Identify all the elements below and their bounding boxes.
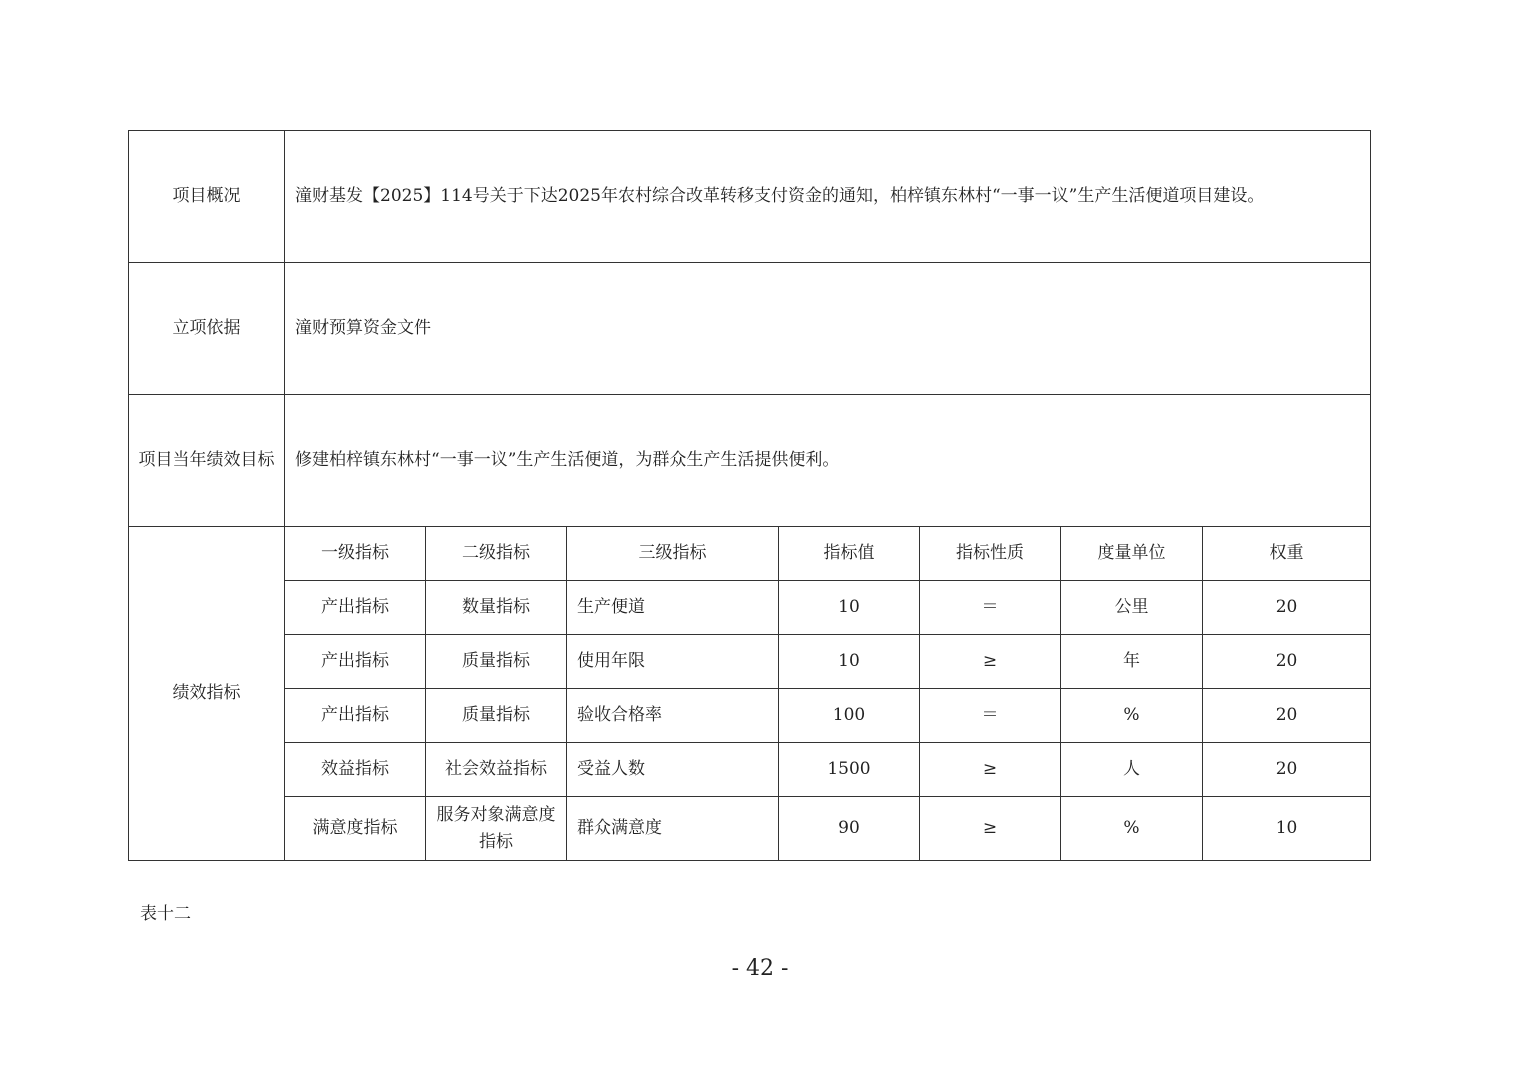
cell-level2: 数量指标 <box>426 581 567 635</box>
cell-level1: 产出指标 <box>285 635 426 689</box>
header-weight: 权重 <box>1203 527 1371 581</box>
overview-row <box>129 131 1371 263</box>
cell-unit: 公里 <box>1061 581 1203 635</box>
cell-value: 10 <box>779 635 920 689</box>
cell-unit: % <box>1061 797 1203 861</box>
cell-weight: 20 <box>1203 743 1371 797</box>
cell-weight: 20 <box>1203 689 1371 743</box>
cell-level2: 社会效益指标 <box>426 743 567 797</box>
header-level3: 三级指标 <box>567 527 779 581</box>
basis-text: 潼财预算资金文件 <box>285 263 1371 395</box>
indicator-header-row <box>129 527 1371 581</box>
cell-weight: 10 <box>1203 797 1371 861</box>
cell-level2: 服务对象满意度指标 <box>426 797 567 861</box>
project-performance-table <box>128 130 1371 861</box>
cell-level1: 满意度指标 <box>285 797 426 861</box>
cell-level1: 产出指标 <box>285 689 426 743</box>
cell-level3: 受益人数 <box>567 743 779 797</box>
page-number: - 42 - <box>731 956 789 981</box>
table-row <box>129 635 1371 689</box>
table-row <box>129 581 1371 635</box>
cell-level3: 验收合格率 <box>567 689 779 743</box>
goal-label: 项目当年绩效目标 <box>129 395 285 527</box>
cell-level3: 使用年限 <box>567 635 779 689</box>
cell-level2: 质量指标 <box>426 689 567 743</box>
header-unit: 度量单位 <box>1061 527 1203 581</box>
header-level1: 一级指标 <box>285 527 426 581</box>
cell-level3: 群众满意度 <box>567 797 779 861</box>
header-level2: 二级指标 <box>426 527 567 581</box>
indicators-label: 绩效指标 <box>129 527 285 861</box>
cell-value: 90 <box>779 797 920 861</box>
cell-value: 10 <box>779 581 920 635</box>
cell-level2: 质量指标 <box>426 635 567 689</box>
overview-label: 项目概况 <box>129 131 285 263</box>
cell-unit: % <box>1061 689 1203 743</box>
header-value: 指标值 <box>779 527 920 581</box>
overview-text: 潼财基发【2025】114号关于下达2025年农村综合改革转移支付资金的通知，柏梓镇东林村“一事一议”生产生活便道项目建设。 <box>285 131 1371 263</box>
goal-row <box>129 395 1371 527</box>
cell-nature: ＝ <box>920 581 1061 635</box>
header-nature: 指标性质 <box>920 527 1061 581</box>
cell-unit: 人 <box>1061 743 1203 797</box>
cell-weight: 20 <box>1203 635 1371 689</box>
table-caption: 表十二 <box>140 904 191 924</box>
cell-nature: ≥ <box>920 635 1061 689</box>
basis-row <box>129 263 1371 395</box>
table-row <box>129 797 1371 861</box>
table-row <box>129 743 1371 797</box>
basis-label: 立项依据 <box>129 263 285 395</box>
cell-nature: ＝ <box>920 689 1061 743</box>
cell-level1: 产出指标 <box>285 581 426 635</box>
goal-text: 修建柏梓镇东林村“一事一议”生产生活便道，为群众生产生活提供便利。 <box>285 395 1371 527</box>
cell-weight: 20 <box>1203 581 1371 635</box>
cell-unit: 年 <box>1061 635 1203 689</box>
cell-value: 1500 <box>779 743 920 797</box>
cell-nature: ≥ <box>920 743 1061 797</box>
table-row <box>129 689 1371 743</box>
cell-level1: 效益指标 <box>285 743 426 797</box>
cell-value: 100 <box>779 689 920 743</box>
cell-level3: 生产便道 <box>567 581 779 635</box>
cell-nature: ≥ <box>920 797 1061 861</box>
